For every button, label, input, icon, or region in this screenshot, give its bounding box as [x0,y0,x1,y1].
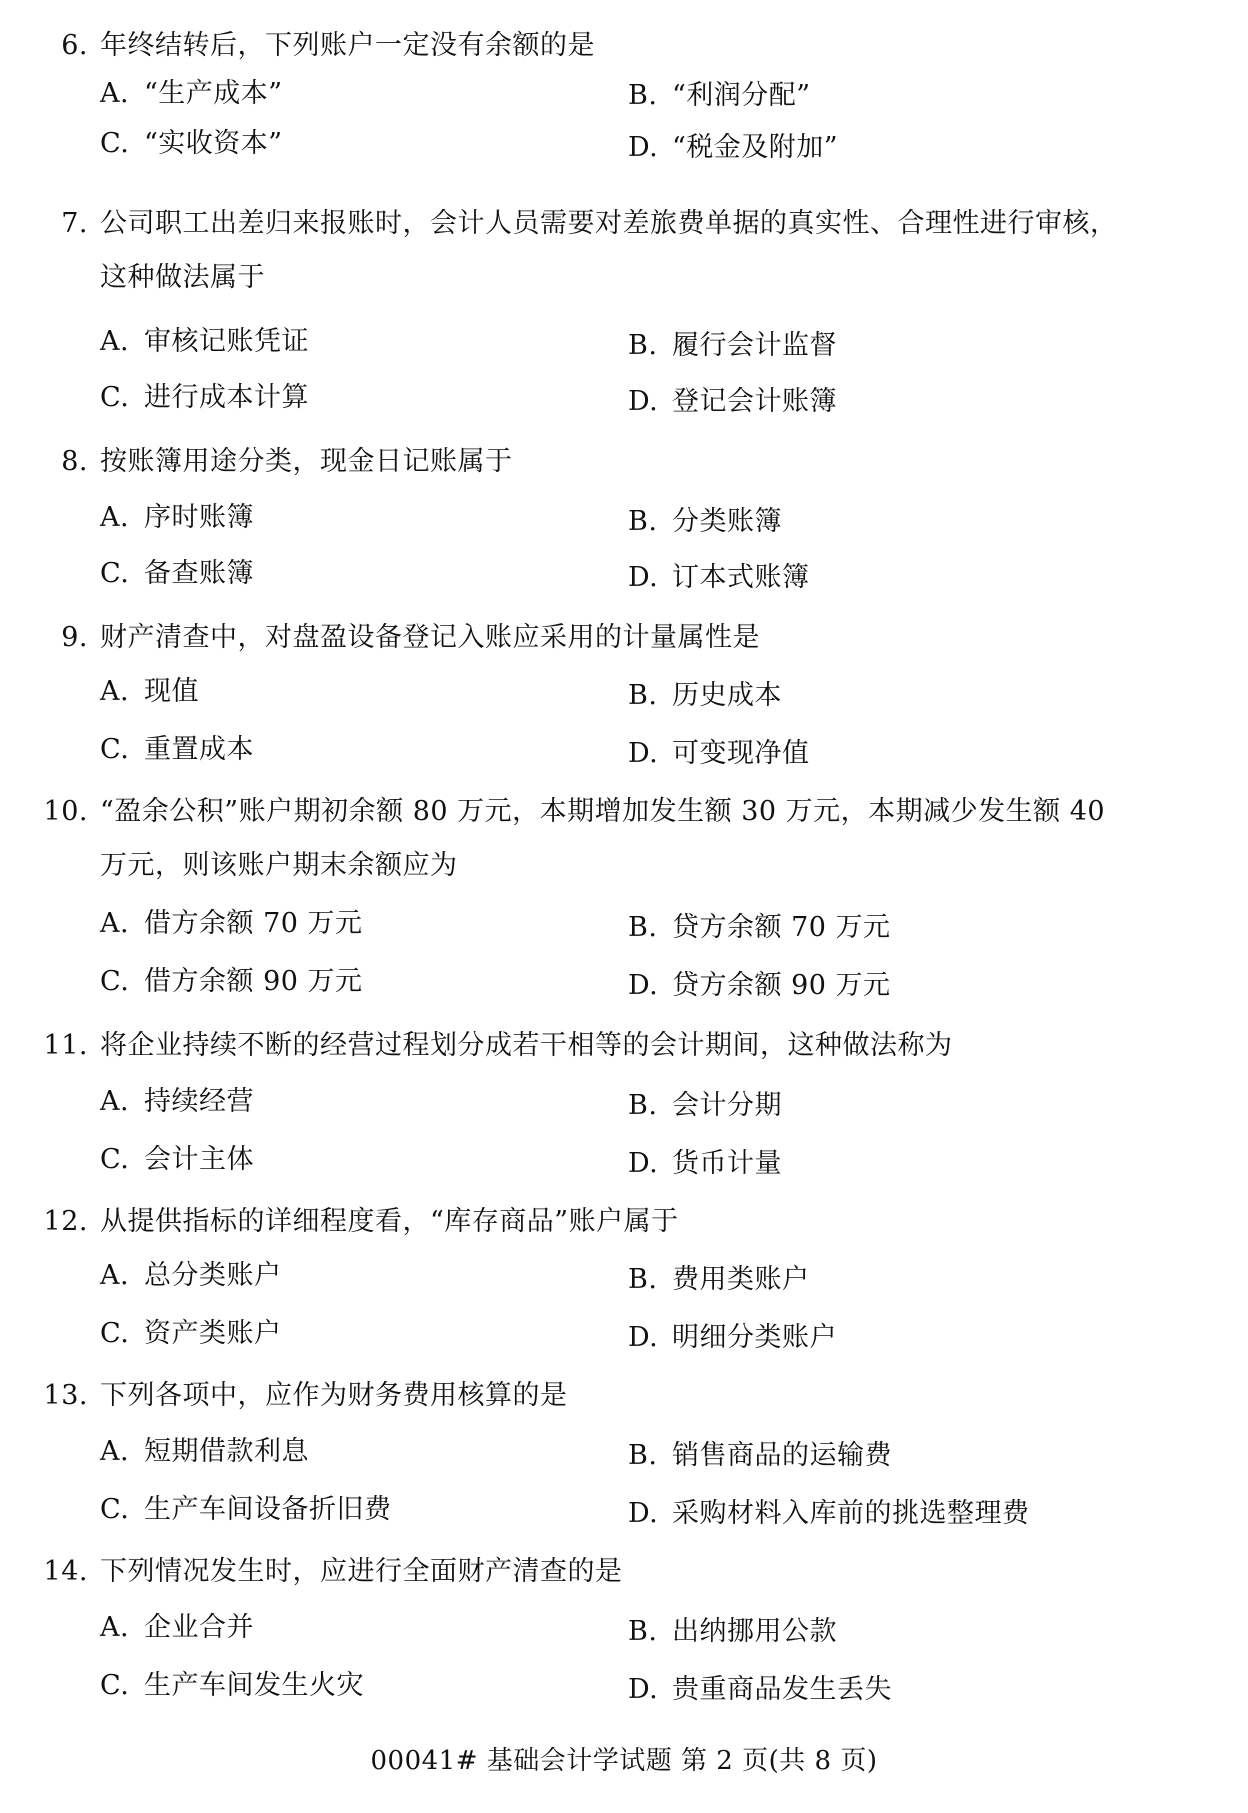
option-d [628,1672,892,1708]
option-text: 贷方余额 70 万元 [672,912,891,943]
question-11 [0,1028,1248,1179]
question-number: 11. [43,1030,88,1061]
question-number: 14. [43,1556,88,1587]
question-number: 12. [43,1206,88,1237]
option-letter: C. [100,1494,130,1525]
question-text-line: 将企业持续不断的经营过程划分成若干相等的会计期间，这种做法称为 [100,1030,953,1061]
option-b [628,78,811,114]
question-stem [0,1554,1248,1590]
option-letter: D. [628,1322,659,1353]
option-text: 企业合并 [144,1612,254,1643]
option-a [100,1084,254,1120]
question-number: 10. [43,796,88,827]
question-stem [0,794,1248,884]
option-text: 短期借款利息 [144,1436,309,1467]
option-letter: C. [100,1318,130,1349]
option-letter: B. [628,680,658,711]
question-13 [0,1378,1248,1529]
option-c [100,732,254,768]
option-c [100,380,309,416]
option-text: 总分类账户 [144,1260,282,1291]
question-text-line: 这种做法属于 [100,262,265,293]
question-9 [0,620,1248,769]
option-letter: A. [100,1260,130,1291]
option-d [628,968,891,1004]
option-letter: D. [628,970,659,1001]
option-letter: A. [100,1436,130,1467]
option-b [628,910,891,946]
option-text: 历史成本 [672,680,782,711]
option-letter: A. [100,908,130,939]
option-text: 备查账簿 [144,558,254,589]
question-stem [0,620,1248,656]
option-letter: D. [628,386,659,417]
question-stem [0,1028,1248,1064]
option-text: 审核记账凭证 [144,326,309,357]
option-d [628,1146,782,1182]
question-text-line: “盈余公积”账户期初余额 80 万元，本期增加发生额 30 万元，本期减少发生额 40 [100,796,1106,827]
option-text: 订本式账簿 [672,562,810,593]
option-text: 会计主体 [144,1144,254,1175]
option-letter: A. [100,326,130,357]
option-d [628,560,810,596]
option-a [100,1258,282,1294]
question-6 [0,28,1248,163]
option-letter: C. [100,1144,130,1175]
option-d [628,1320,837,1356]
option-text: 生产车间设备折旧费 [144,1494,392,1525]
option-c [100,1316,282,1352]
option-d [628,384,837,420]
question-text-line: 万元，则该账户期末余额应为 [100,850,458,881]
option-text: 生产车间发生火灾 [144,1670,364,1701]
option-letter: C. [100,382,130,413]
question-8 [0,444,1248,593]
option-letter: A. [100,1086,130,1117]
question-12 [0,1204,1248,1353]
option-c [100,126,283,162]
option-letter: A. [100,676,130,707]
option-c [100,1668,364,1704]
question-number: 8. [61,446,88,477]
option-letter: B. [628,1440,658,1471]
option-text: 贷方余额 90 万元 [672,970,891,1001]
option-letter: B. [628,912,658,943]
option-letter: D. [628,1498,659,1529]
question-text-line: 下列各项中，应作为财务费用核算的是 [100,1380,568,1411]
option-a [100,76,283,112]
option-letter: B. [628,80,658,111]
option-text: “实收资本” [144,128,283,159]
option-text: 资产类账户 [144,1318,282,1349]
option-letter: D. [628,132,659,163]
option-text: 明细分类账户 [672,1322,837,1353]
option-text: 销售商品的运输费 [672,1440,892,1471]
option-letter: D. [628,738,659,769]
option-b [628,1262,810,1298]
option-d [628,736,810,772]
question-stem [0,28,1248,64]
option-b [628,1088,782,1124]
question-stem [0,206,1248,296]
option-letter: B. [628,330,658,361]
option-letter: C. [100,1670,130,1701]
question-text-line: 公司职工出差归来报账时，会计人员需要对差旅费单据的真实性、合理性进行审核， [100,208,1118,239]
option-letter: C. [100,734,130,765]
option-letter: D. [628,1674,659,1705]
option-a [100,500,254,536]
option-text: 费用类账户 [672,1264,810,1295]
option-text: 借方余额 70 万元 [144,908,363,939]
option-text: 出纳挪用公款 [672,1616,837,1647]
option-c [100,1142,254,1178]
option-letter: D. [628,562,659,593]
option-text: “生产成本” [144,78,283,109]
option-b [628,678,782,714]
question-stem [0,444,1248,480]
option-b [628,1438,892,1474]
option-a [100,324,309,360]
option-c [100,1492,392,1528]
option-text: 登记会计账簿 [672,386,837,417]
question-number: 7. [61,208,88,239]
option-letter: A. [100,78,130,109]
option-a [100,1434,309,1470]
option-text: 履行会计监督 [672,330,837,361]
option-letter: D. [628,1148,659,1179]
option-text: 会计分期 [672,1090,782,1121]
option-text: 序时账簿 [144,502,254,533]
question-text-line: 按账簿用途分类，现金日记账属于 [100,446,513,477]
option-text: 贵重商品发生丢失 [672,1674,892,1705]
option-text: 分类账簿 [672,506,782,537]
option-text: 可变现净值 [672,738,810,769]
option-text: “税金及附加” [672,132,839,163]
option-letter: B. [628,1090,658,1121]
question-number: 6. [61,30,88,61]
option-letter: B. [628,1616,658,1647]
option-text: “利润分配” [672,80,811,111]
option-b [628,1614,837,1650]
page-footer: 00041# 基础会计学试题 第 2 页(共 8 页) [370,1746,878,1776]
option-text: 持续经营 [144,1086,254,1117]
option-a [100,906,363,942]
question-stem [0,1378,1248,1414]
question-number: 13. [43,1380,88,1411]
question-text-line: 下列情况发生时，应进行全面财产清查的是 [100,1556,623,1587]
option-b [628,328,837,364]
option-d [628,1496,1030,1532]
option-text: 现值 [144,676,199,707]
question-text-line: 财产清查中，对盘盈设备登记入账应采用的计量属性是 [100,622,760,653]
question-7 [0,206,1248,417]
question-number: 9. [61,622,88,653]
question-text-line: 年终结转后，下列账户一定没有余额的是 [100,30,595,61]
question-14 [0,1554,1248,1705]
option-b [628,504,782,540]
option-text: 进行成本计算 [144,382,309,413]
option-letter: C. [100,128,130,159]
option-letter: C. [100,966,130,997]
option-a [100,674,199,710]
question-stem [0,1204,1248,1240]
option-text: 采购材料入库前的挑选整理费 [672,1498,1030,1529]
question-text-line: 从提供指标的详细程度看，“库存商品”账户属于 [100,1206,679,1237]
option-letter: A. [100,1612,130,1643]
option-letter: B. [628,1264,658,1295]
option-letter: A. [100,502,130,533]
option-text: 重置成本 [144,734,254,765]
option-letter: C. [100,558,130,589]
option-d [628,130,838,166]
question-10 [0,794,1248,1001]
option-text: 货币计量 [672,1148,782,1179]
option-text: 借方余额 90 万元 [144,966,363,997]
option-letter: B. [628,506,658,537]
option-c [100,556,254,592]
option-a [100,1610,254,1646]
option-c [100,964,363,1000]
